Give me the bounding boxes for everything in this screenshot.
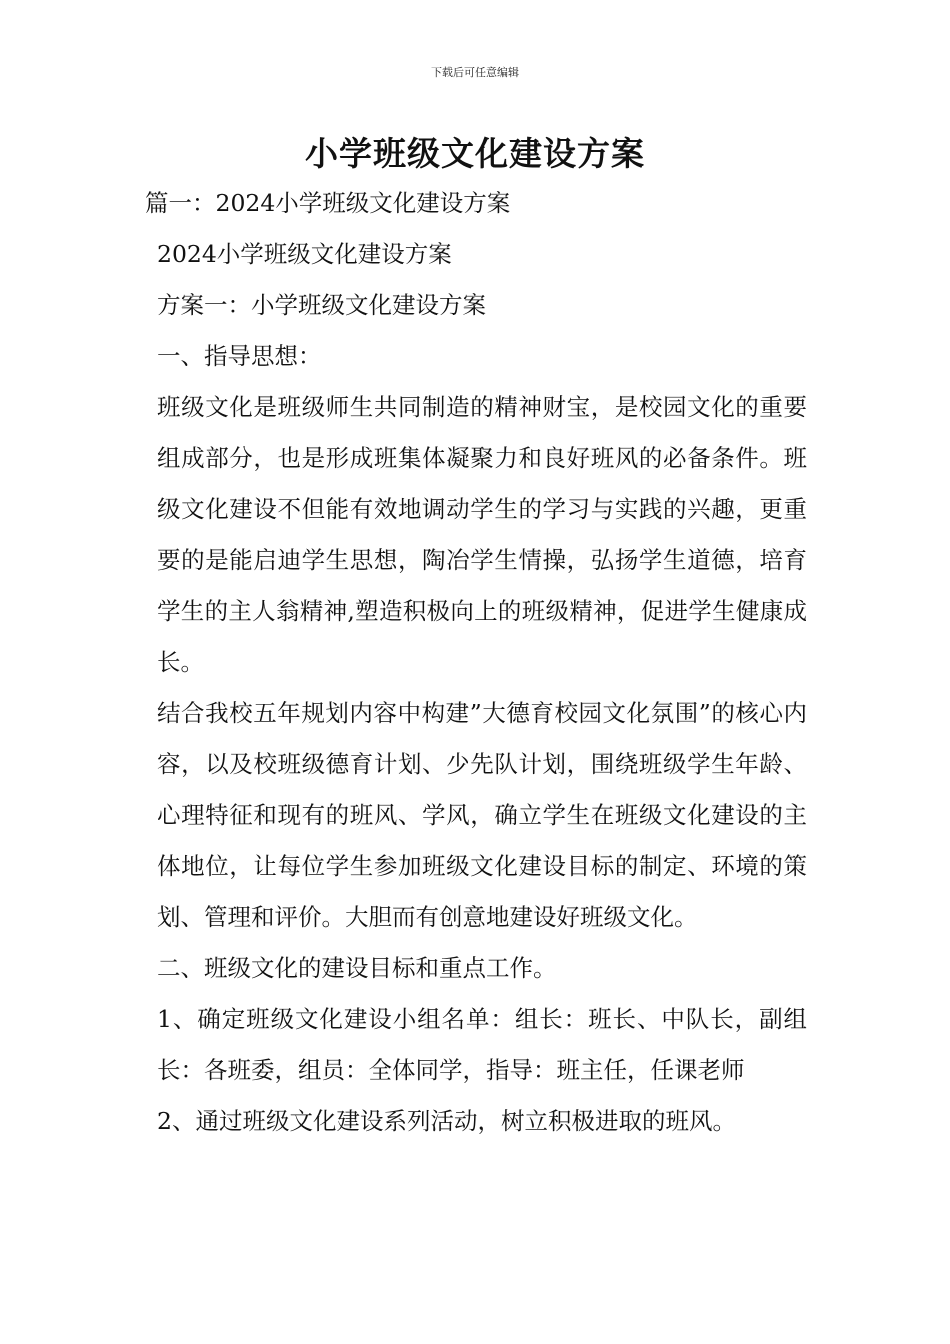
paragraph-class-culture-intro: 班级文化是班级师生共同制造的精神财宝，是校园文化的重要组成部分，也是形成班集体凝聚力和良好班风的必备条件。班级文化建设不但能有效地调动学生的学习与实践的兴趣，更重要的是能启迪学生思想，陶冶学生情操，弘扬学生道德，培育学生的主人翁精神,塑造积极向上的班级精神，促进学生健康成长。 xyxy=(157,393,807,676)
paragraph-school-plan: 结合我校五年规划内容中构建”大德育校园文化氛围”的核心内容，以及校班级德育计划、少先队计划，围绕班级学生年龄、心理特征和现有的班风、学风，确立学生在班级文化建设的主体地位，让每位学生参加班级文化建设目标的制定、环境的策划、管理和评价。大胆而有创意地建设好班级文化。 xyxy=(157,699,807,931)
paragraph-subtitle: 2024小学班级文化建设方案 xyxy=(157,240,452,268)
list-item-group-members: 1、确定班级文化建设小组名单：组长：班长、中队长，副组长：各班委，组员：全体同学，指导：班主任，任课老师 xyxy=(157,1005,807,1084)
document-body xyxy=(145,178,807,1147)
section-heading-goals: 二、班级文化的建设目标和重点工作。 xyxy=(157,954,557,982)
page-header-note: 下载后可任意编辑 xyxy=(431,66,519,79)
list-item-activities: 2、通过班级文化建设系列活动，树立积极进取的班风。 xyxy=(157,1107,736,1135)
paragraph-source-heading: 篇一：2024小学班级文化建设方案 xyxy=(145,189,511,217)
document-title: 小学班级文化建设方案 xyxy=(305,134,645,173)
paragraph-plan-heading: 方案一：小学班级文化建设方案 xyxy=(157,291,486,319)
section-heading-guiding-ideology: 一、指导思想： xyxy=(157,342,322,370)
